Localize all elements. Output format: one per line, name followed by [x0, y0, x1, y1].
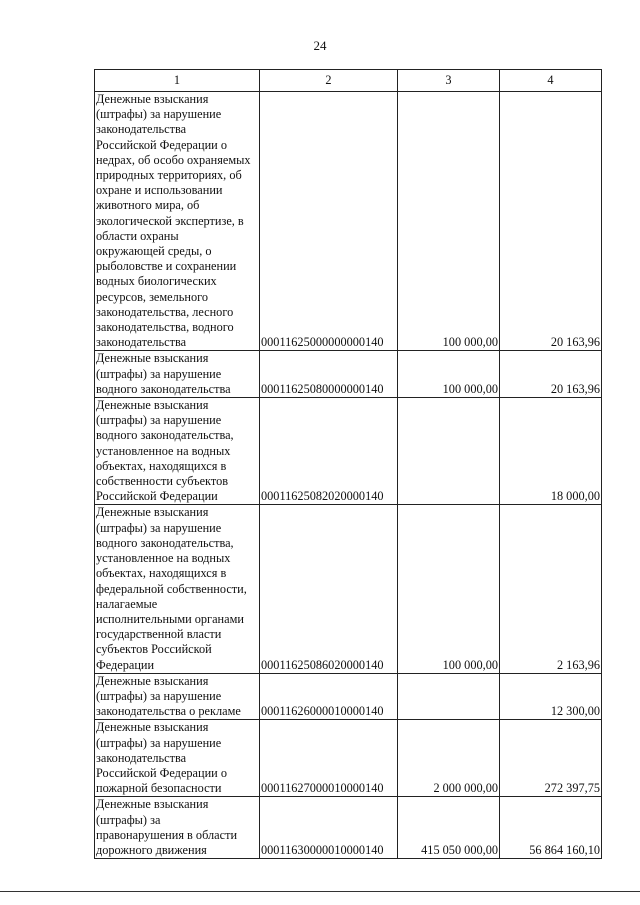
planned-amount-cell [398, 398, 500, 505]
planned-amount-cell: 100 000,00 [398, 92, 500, 351]
table-row [95, 398, 602, 505]
revenue-name-cell: Денежные взыскания (штрафы) за нарушение законодательства о рекламе [95, 673, 260, 720]
executed-amount-cell: 20 163,96 [500, 92, 602, 351]
planned-amount-cell [398, 673, 500, 720]
executed-amount-cell: 12 300,00 [500, 673, 602, 720]
table-row [95, 505, 602, 673]
table-row [95, 351, 602, 398]
executed-amount-cell: 56 864 160,10 [500, 797, 602, 859]
budget-code-cell: 00011627000010000140 [260, 720, 398, 797]
page-bottom-divider [0, 891, 640, 892]
column-header: 4 [500, 70, 602, 92]
budget-code-cell: 00011625000000000140 [260, 92, 398, 351]
column-header: 3 [398, 70, 500, 92]
executed-amount-cell: 272 397,75 [500, 720, 602, 797]
planned-amount-cell: 2 000 000,00 [398, 720, 500, 797]
column-header: 2 [260, 70, 398, 92]
executed-amount-cell: 18 000,00 [500, 398, 602, 505]
table-row [95, 720, 602, 797]
table-header-row [95, 70, 602, 92]
table-row [95, 92, 602, 351]
budget-code-cell: 00011625080000000140 [260, 351, 398, 398]
budget-code-cell: 00011625082020000140 [260, 398, 398, 505]
budget-revenue-table [94, 69, 602, 859]
planned-amount-cell: 415 050 000,00 [398, 797, 500, 859]
revenue-name-cell: Денежные взыскания (штрафы) за нарушение законодательства Российской Федерации о пожарной безопасности [95, 720, 260, 797]
table-row [95, 673, 602, 720]
revenue-name-cell: Денежные взыскания (штрафы) за нарушение водного законодательства, установленное на водных объектах, находящихся в федеральной собственности, налагаемые исполнительными органами государственной власти субъектов Российской Федерации [95, 505, 260, 673]
budget-code-cell: 00011630000010000140 [260, 797, 398, 859]
table-row [95, 797, 602, 859]
planned-amount-cell: 100 000,00 [398, 505, 500, 673]
budget-code-cell: 00011626000010000140 [260, 673, 398, 720]
revenue-name-cell: Денежные взыскания (штрафы) за нарушение водного законодательства [95, 351, 260, 398]
budget-code-cell: 00011625086020000140 [260, 505, 398, 673]
page-number: 24 [313, 38, 327, 53]
column-header: 1 [95, 70, 260, 92]
executed-amount-cell: 20 163,96 [500, 351, 602, 398]
executed-amount-cell: 2 163,96 [500, 505, 602, 673]
revenue-name-cell: Денежные взыскания (штрафы) за нарушение законодательства Российской Федерации о недрах, об особо охраняемых природных территориях, об охране и использовании животного мира, об экологической экспертизе, в области охраны окружающей среды, о рыболовстве и сохранении водных биологических ресурсов, земельного законодательства, лесного законодательства, водного законодательства [95, 92, 260, 351]
revenue-name-cell: Денежные взыскания (штрафы) за правонарушения в области дорожного движения [95, 797, 260, 859]
revenue-name-cell: Денежные взыскания (штрафы) за нарушение водного законодательства, установленное на водных объектах, находящихся в собственности субъектов Российской Федерации [95, 398, 260, 505]
planned-amount-cell: 100 000,00 [398, 351, 500, 398]
